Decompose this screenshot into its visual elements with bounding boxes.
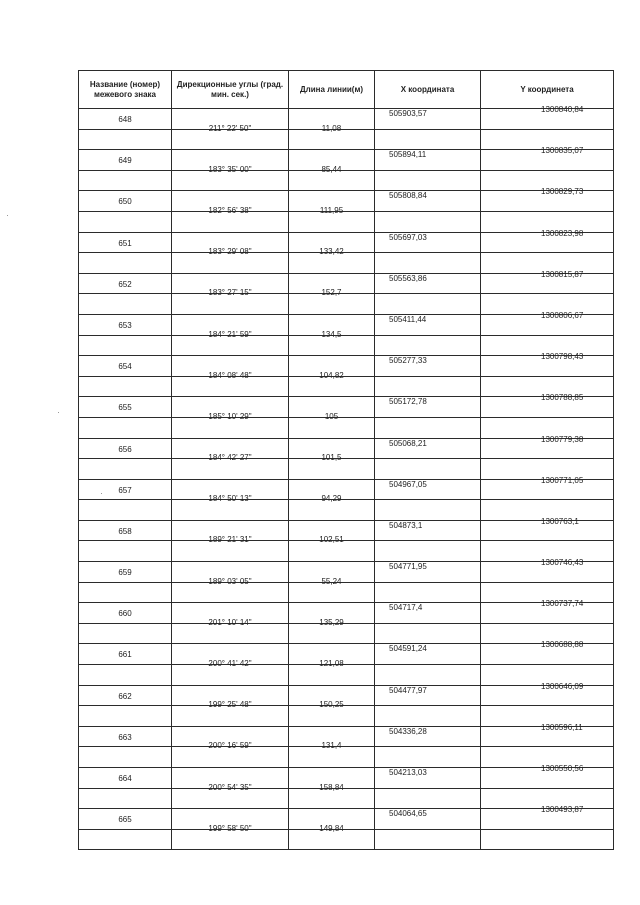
x-coordinate: 504591,24 xyxy=(389,644,427,654)
direction-angle-cell xyxy=(172,494,289,521)
point-name: 659 xyxy=(118,568,132,578)
point-name-cell xyxy=(79,376,172,397)
x-coordinate-cell xyxy=(375,294,481,315)
direction-angle: 184° 42' 27" xyxy=(208,453,252,463)
y-coordinate: 1300829,73 xyxy=(541,187,584,197)
table-row xyxy=(79,294,614,315)
direction-angle: 183° 29' 08" xyxy=(208,247,252,257)
y-coordinate-cell xyxy=(481,475,614,500)
table-row xyxy=(79,747,614,768)
point-name: 663 xyxy=(118,732,132,742)
line-length: 152,7 xyxy=(321,288,342,298)
line-length: 105 xyxy=(324,411,339,421)
scan-speck xyxy=(58,412,59,413)
direction-angle: 184° 50' 13" xyxy=(208,494,252,504)
x-coordinate-cell xyxy=(375,788,481,809)
y-coordinate-cell xyxy=(481,722,614,747)
point-name-cell xyxy=(79,232,172,253)
x-coordinate-cell xyxy=(375,747,481,768)
x-coordinate-cell xyxy=(375,356,481,377)
point-name-cell xyxy=(79,788,172,809)
x-coordinate-cell xyxy=(375,809,481,830)
line-length-cell xyxy=(289,411,375,438)
y-coordinate: 1300746,43 xyxy=(541,558,584,568)
point-name: 654 xyxy=(118,362,132,372)
line-length-cell xyxy=(289,535,375,562)
line-length-cell xyxy=(289,659,375,686)
x-coordinate-cell xyxy=(375,582,481,603)
direction-angle-cell xyxy=(172,823,289,850)
line-length: 158,84 xyxy=(319,782,344,792)
direction-angle: 199° 25' 48" xyxy=(208,700,252,710)
line-length-cell xyxy=(289,782,375,809)
point-name: 655 xyxy=(118,403,132,413)
table-body xyxy=(79,105,614,850)
x-coordinate-cell xyxy=(375,211,481,232)
direction-angle-cell xyxy=(172,453,289,480)
direction-angle: 184° 08' 48" xyxy=(208,370,252,380)
x-coordinate-cell xyxy=(375,623,481,644)
direction-angle-cell xyxy=(172,617,289,644)
y-coordinate: 1300771,05 xyxy=(541,475,584,485)
table-row xyxy=(79,417,614,438)
table-header-row xyxy=(79,71,614,109)
direction-angle-cell xyxy=(172,576,289,603)
line-length: 85,44 xyxy=(321,164,342,174)
line-length: 150,25 xyxy=(319,700,344,710)
table-row xyxy=(79,459,614,480)
direction-angle-cell xyxy=(172,659,289,686)
x-coordinate-cell xyxy=(375,644,481,665)
point-name-cell xyxy=(79,294,172,315)
y-coordinate-cell xyxy=(481,105,614,130)
line-length-cell xyxy=(289,453,375,480)
table-row xyxy=(79,376,614,397)
point-name: 658 xyxy=(118,526,132,536)
x-coordinate-cell xyxy=(375,129,481,150)
point-name-cell xyxy=(79,768,172,789)
y-coordinate-cell xyxy=(481,187,614,212)
x-coordinate: 505894,11 xyxy=(389,150,427,160)
point-name-cell xyxy=(79,417,172,438)
point-name: 656 xyxy=(118,444,132,454)
direction-angle: 199° 58' 50" xyxy=(208,823,252,833)
point-name-cell xyxy=(79,665,172,686)
point-name-cell xyxy=(79,438,172,459)
x-coordinate: 504717,4 xyxy=(389,603,423,613)
line-length: 55,24 xyxy=(321,576,342,586)
table-row xyxy=(79,582,614,603)
point-name: 652 xyxy=(118,279,132,289)
y-coordinate: 1300763,1 xyxy=(541,516,579,526)
x-coordinate-cell xyxy=(375,768,481,789)
direction-angle: 183° 35' 00" xyxy=(208,164,252,174)
y-coordinate-cell xyxy=(481,599,614,624)
y-coordinate-cell xyxy=(481,393,614,418)
header-line-length: Длина линии(м) xyxy=(289,71,375,109)
y-coordinate-cell xyxy=(481,352,614,377)
line-length: 121,08 xyxy=(319,659,344,669)
point-name-cell xyxy=(79,356,172,377)
point-name: 648 xyxy=(118,115,132,124)
x-coordinate-cell xyxy=(375,541,481,562)
point-name-cell xyxy=(79,479,172,500)
line-length: 149,84 xyxy=(319,823,344,833)
y-coordinate: 1300596,11 xyxy=(541,722,583,732)
point-name-cell xyxy=(79,706,172,727)
x-coordinate: 504771,95 xyxy=(389,562,427,572)
point-name-cell xyxy=(79,520,172,541)
line-length-cell xyxy=(289,164,375,191)
scan-speck xyxy=(101,493,102,494)
table-row xyxy=(79,541,614,562)
y-coordinate-cell xyxy=(481,146,614,171)
y-coordinate-cell xyxy=(481,516,614,541)
x-coordinate-cell xyxy=(375,665,481,686)
direction-angle-cell xyxy=(172,782,289,809)
y-coordinate: 1300823,98 xyxy=(541,228,584,238)
x-coordinate: 505697,03 xyxy=(389,232,427,242)
x-coordinate-cell xyxy=(375,479,481,500)
direction-angle: 201° 10' 14" xyxy=(208,617,252,627)
table-row xyxy=(79,665,614,686)
x-coordinate-cell xyxy=(375,170,481,191)
y-coordinate: 1300779,38 xyxy=(541,434,584,444)
x-coordinate: 505903,57 xyxy=(389,109,427,118)
point-name-cell xyxy=(79,253,172,274)
x-coordinate-cell xyxy=(375,829,481,850)
x-coordinate-cell xyxy=(375,109,481,130)
direction-angle: 200° 41' 42" xyxy=(208,659,252,669)
header-point-name: Название (номер) межевого знака xyxy=(79,71,172,109)
x-coordinate-cell xyxy=(375,376,481,397)
line-length-cell xyxy=(289,823,375,850)
line-length: 133,42 xyxy=(319,247,344,257)
y-coordinate-cell xyxy=(481,640,614,665)
x-coordinate-cell xyxy=(375,500,481,521)
x-coordinate-cell xyxy=(375,253,481,274)
y-coordinate-cell xyxy=(481,434,614,459)
x-coordinate-cell xyxy=(375,459,481,480)
table-row xyxy=(79,788,614,809)
x-coordinate-cell xyxy=(375,562,481,583)
point-name-cell xyxy=(79,500,172,521)
point-name-cell xyxy=(79,809,172,830)
table-row xyxy=(79,829,614,850)
point-name-cell xyxy=(79,211,172,232)
y-coordinate: 1300493,87 xyxy=(541,805,584,815)
direction-angle: 182° 56' 38" xyxy=(208,205,252,215)
point-name-cell xyxy=(79,562,172,583)
point-name: 664 xyxy=(118,774,132,783)
direction-angle: 189° 21' 31" xyxy=(208,535,252,545)
x-coordinate-cell xyxy=(375,335,481,356)
x-coordinate-cell xyxy=(375,706,481,727)
y-coordinate-cell xyxy=(481,310,614,335)
y-coordinate: 1300788,85 xyxy=(541,393,584,403)
table-row xyxy=(79,500,614,521)
point-name-cell xyxy=(79,726,172,747)
y-coordinate-cell xyxy=(481,269,614,294)
x-coordinate: 505563,86 xyxy=(389,273,427,283)
point-name: 649 xyxy=(118,156,132,166)
y-coordinate: 1300806,67 xyxy=(541,310,584,320)
x-coordinate: 505808,84 xyxy=(389,191,427,201)
direction-angle-cell xyxy=(172,247,289,274)
point-name: 660 xyxy=(118,609,132,619)
point-name-cell xyxy=(79,644,172,665)
y-coordinate-cell xyxy=(481,228,614,253)
header-y-coordinate: Y координета xyxy=(481,71,614,109)
x-coordinate-cell xyxy=(375,150,481,171)
direction-angle-cell xyxy=(172,123,289,150)
x-coordinate-cell xyxy=(375,726,481,747)
header-x-coordinate: X координата xyxy=(375,71,481,109)
y-coordinate: 1300840,84 xyxy=(541,105,584,114)
line-length-cell xyxy=(289,247,375,274)
line-length-cell xyxy=(289,370,375,397)
y-coordinate: 1300550,56 xyxy=(541,764,584,773)
direction-angle: 185° 10' 29" xyxy=(208,411,252,421)
direction-angle: 200° 54' 35" xyxy=(208,782,252,792)
point-name-cell xyxy=(79,335,172,356)
x-coordinate-cell xyxy=(375,603,481,624)
line-length-cell xyxy=(289,741,375,768)
line-length: 101,5 xyxy=(321,453,342,463)
point-name-cell xyxy=(79,541,172,562)
x-coordinate-cell xyxy=(375,417,481,438)
direction-angle: 184° 21' 59" xyxy=(208,329,252,339)
y-coordinate: 1300646,09 xyxy=(541,681,584,691)
line-length: 111,95 xyxy=(319,205,344,215)
direction-angle-cell xyxy=(172,164,289,191)
y-coordinate: 1300737,74 xyxy=(541,599,584,609)
line-length-cell xyxy=(289,329,375,356)
x-coordinate: 504873,1 xyxy=(389,520,423,530)
table-row xyxy=(79,253,614,274)
direction-angle-cell xyxy=(172,700,289,727)
line-length: 134,5 xyxy=(321,329,342,339)
line-length: 135,29 xyxy=(319,617,344,627)
x-coordinate: 504967,05 xyxy=(389,479,427,489)
x-coordinate-cell xyxy=(375,397,481,418)
x-coordinate-cell xyxy=(375,438,481,459)
y-coordinate-cell xyxy=(481,829,614,850)
header-direction-angle: Дирекционные углы (град. мин. сек.) xyxy=(172,71,289,109)
line-length: 11,08 xyxy=(321,123,342,133)
x-coordinate-cell xyxy=(375,685,481,706)
direction-angle: 211° 22' 50" xyxy=(208,123,252,133)
point-name: 665 xyxy=(118,815,132,825)
x-coordinate: 505411,44 xyxy=(389,314,427,324)
x-coordinate-cell xyxy=(375,520,481,541)
line-length-cell xyxy=(289,123,375,150)
scan-speck xyxy=(7,215,8,216)
x-coordinate: 504213,03 xyxy=(389,768,427,777)
line-length-cell xyxy=(289,576,375,603)
x-coordinate: 505172,78 xyxy=(389,397,427,407)
point-name-cell xyxy=(79,109,172,130)
y-coordinate: 1300798,43 xyxy=(541,352,584,362)
point-name: 651 xyxy=(118,238,132,248)
point-name: 650 xyxy=(118,197,132,207)
y-coordinate-cell xyxy=(481,558,614,583)
x-coordinate: 505068,21 xyxy=(389,438,427,448)
table-row xyxy=(79,706,614,727)
point-name-cell xyxy=(79,191,172,212)
direction-angle-cell xyxy=(172,205,289,232)
point-name-cell xyxy=(79,150,172,171)
direction-angle-cell xyxy=(172,411,289,438)
point-name-cell xyxy=(79,623,172,644)
table-row xyxy=(79,129,614,150)
x-coordinate-cell xyxy=(375,191,481,212)
point-name-cell xyxy=(79,747,172,768)
point-name-cell xyxy=(79,582,172,603)
x-coordinate: 504336,28 xyxy=(389,726,427,736)
direction-angle: 189° 03' 05" xyxy=(208,576,252,586)
x-coordinate: 504064,65 xyxy=(389,809,427,819)
point-name-cell xyxy=(79,273,172,294)
point-name: 662 xyxy=(118,691,132,701)
x-coordinate-cell xyxy=(375,273,481,294)
direction-angle: 183° 27' 15" xyxy=(208,288,252,298)
line-length-cell xyxy=(289,700,375,727)
direction-angle: 200° 16' 59" xyxy=(208,741,252,751)
table-row xyxy=(79,623,614,644)
direction-angle-cell xyxy=(172,535,289,562)
line-length: 94,29 xyxy=(321,494,342,504)
x-coordinate-cell xyxy=(375,314,481,335)
y-coordinate: 1300815,87 xyxy=(541,269,584,279)
point-name-cell xyxy=(79,685,172,706)
table-row xyxy=(79,211,614,232)
line-length-cell xyxy=(289,288,375,315)
point-name: 657 xyxy=(118,485,132,495)
point-name-cell xyxy=(79,829,172,850)
line-length: 104,82 xyxy=(319,370,344,380)
x-coordinate-cell xyxy=(375,232,481,253)
x-coordinate: 504477,97 xyxy=(389,685,427,695)
y-coordinate: 1300835,07 xyxy=(541,146,584,156)
point-name-cell xyxy=(79,129,172,150)
line-length-cell xyxy=(289,205,375,232)
y-coordinate-cell xyxy=(481,681,614,706)
direction-angle-cell xyxy=(172,329,289,356)
point-name-cell xyxy=(79,170,172,191)
y-coordinate: 1300688,88 xyxy=(541,640,584,650)
line-length: 102,51 xyxy=(319,535,344,545)
line-length-cell xyxy=(289,494,375,521)
point-name: 653 xyxy=(118,320,132,330)
point-name-cell xyxy=(79,459,172,480)
x-coordinate: 505277,33 xyxy=(389,356,427,366)
direction-angle-cell xyxy=(172,741,289,768)
line-length-cell xyxy=(289,617,375,644)
direction-angle-cell xyxy=(172,370,289,397)
table-row xyxy=(79,335,614,356)
line-length: 131,4 xyxy=(321,741,342,751)
point-name: 661 xyxy=(118,650,132,660)
point-name-cell xyxy=(79,314,172,335)
point-name-cell xyxy=(79,603,172,624)
direction-angle-cell xyxy=(172,288,289,315)
y-coordinate-cell xyxy=(481,764,614,789)
point-name-cell xyxy=(79,397,172,418)
coordinates-table xyxy=(78,70,614,850)
table-row xyxy=(79,170,614,191)
y-coordinate-cell xyxy=(481,805,614,830)
